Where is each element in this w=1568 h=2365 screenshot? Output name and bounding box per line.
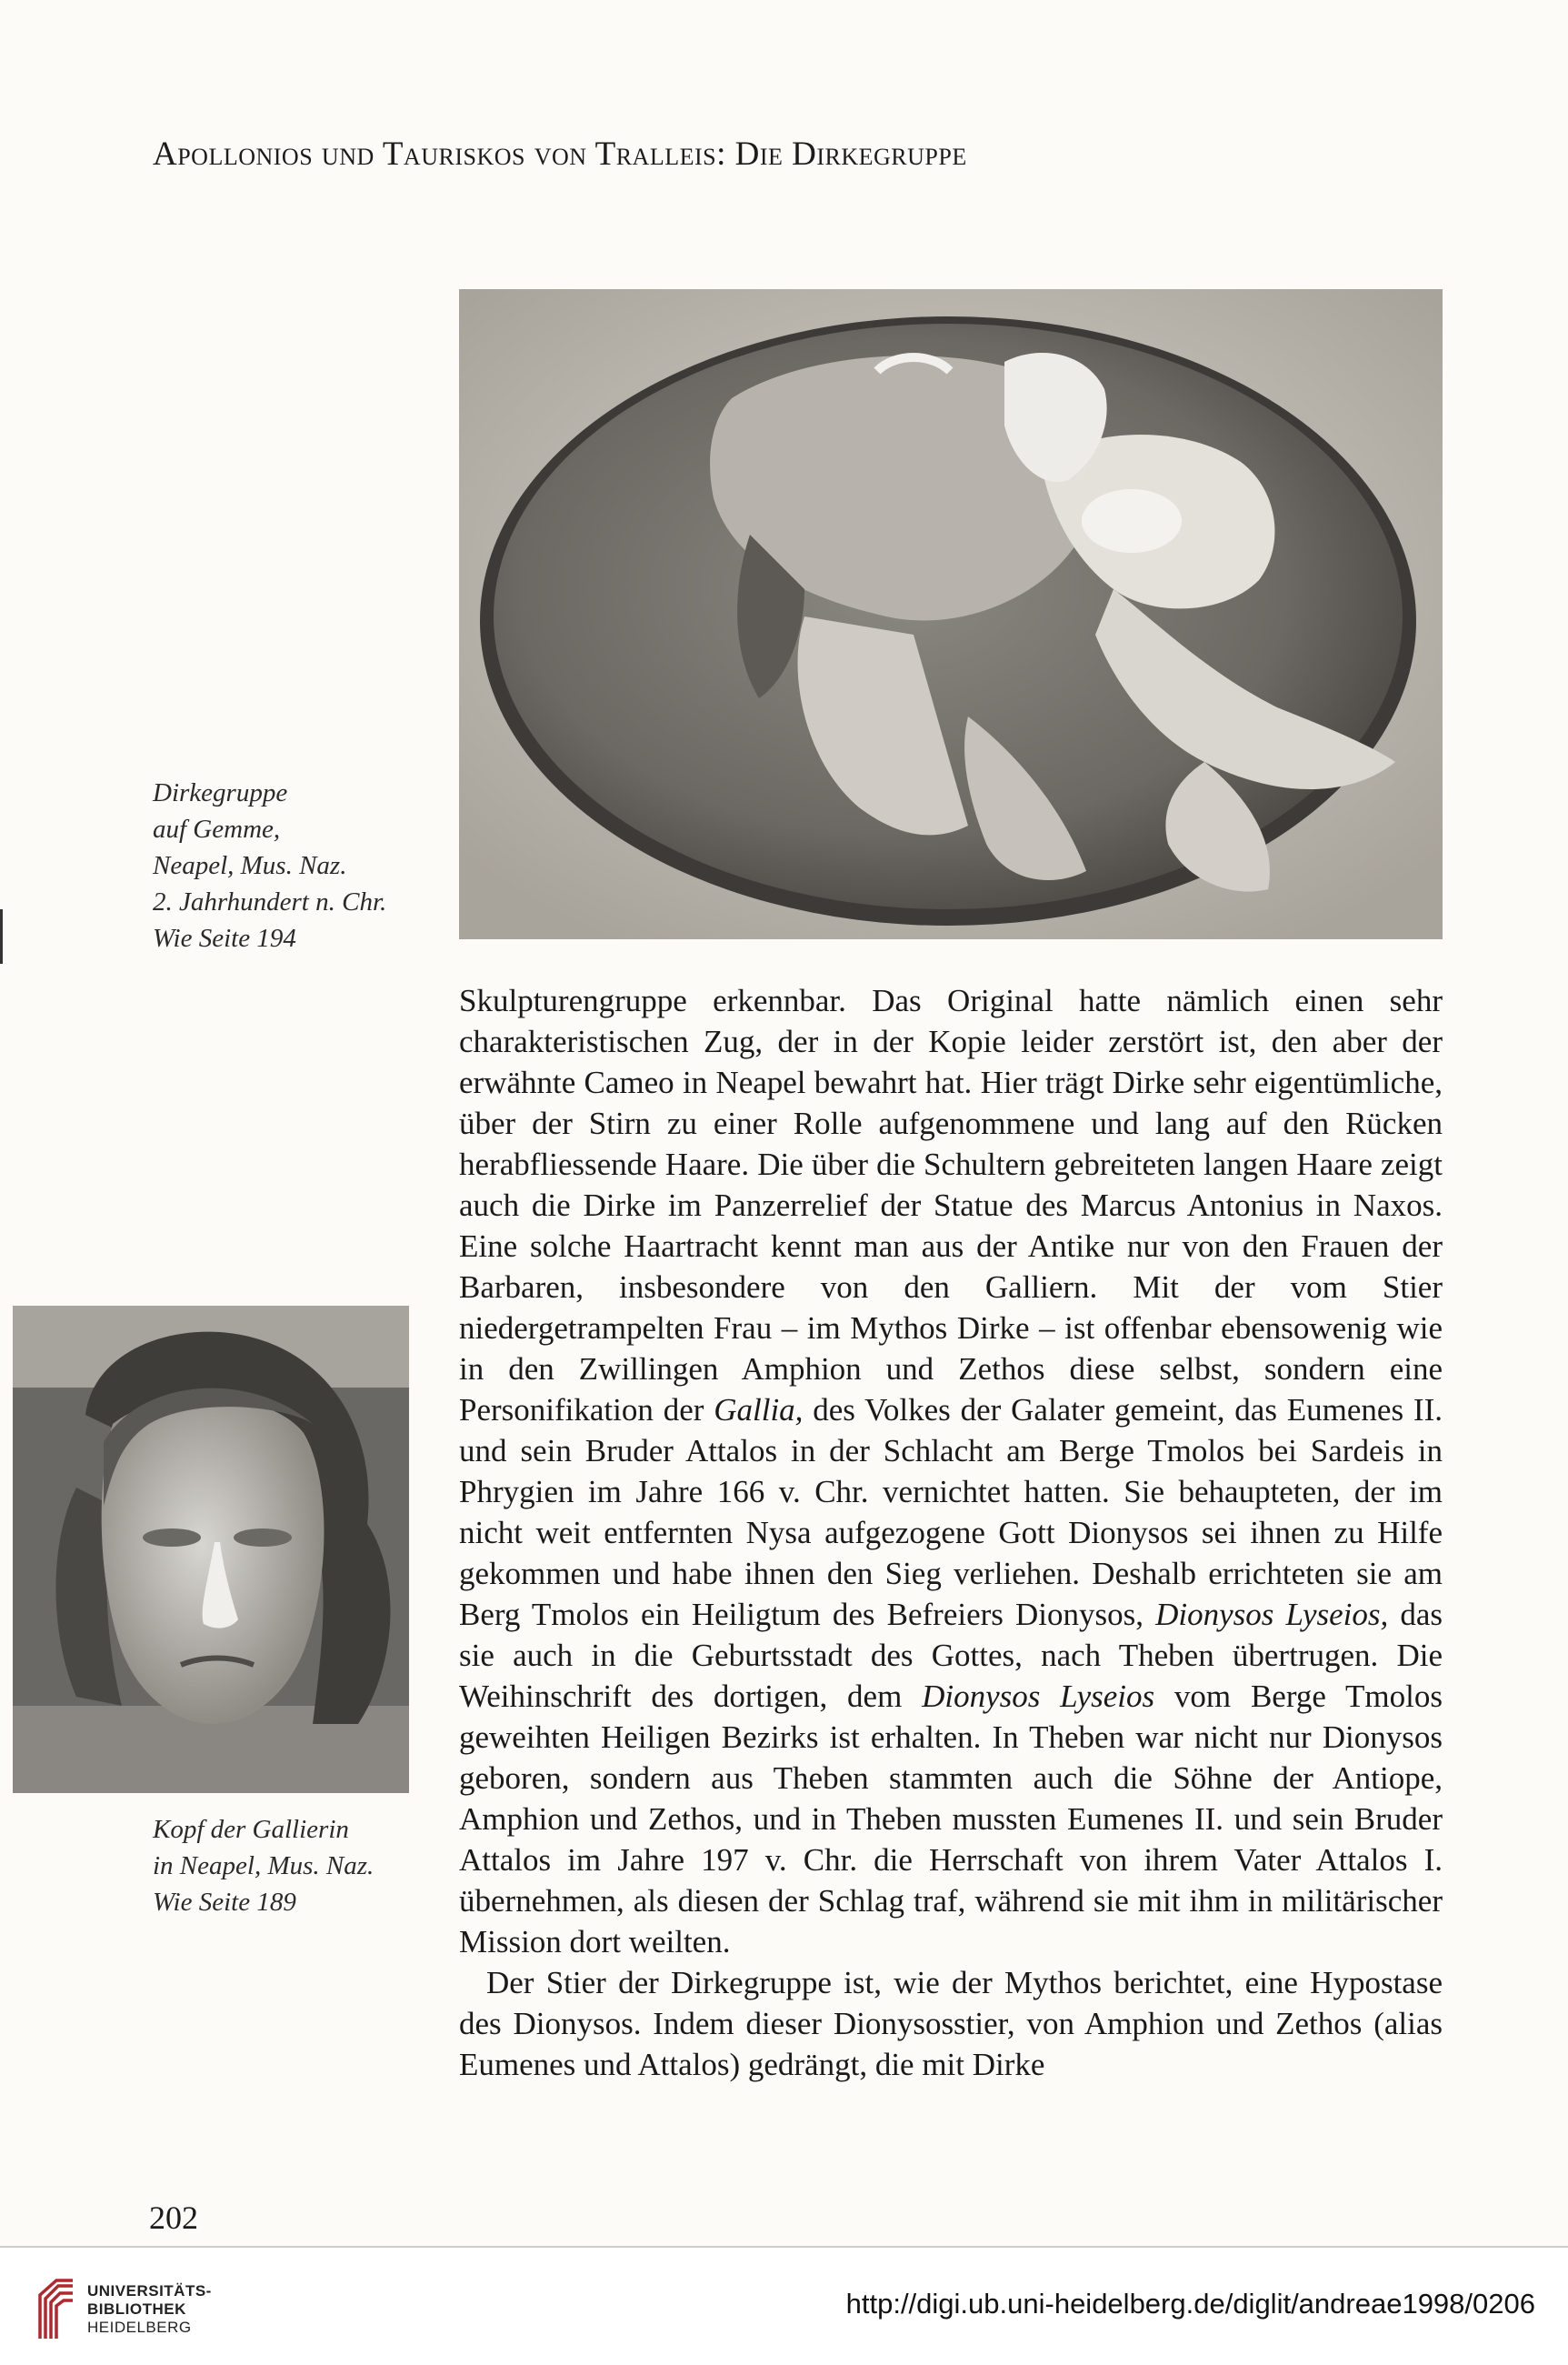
- scan-edge-mark: [0, 909, 3, 964]
- caption-cameo: [153, 775, 386, 957]
- caption-line: Kopf der Gallierin: [153, 1815, 349, 1844]
- library-name: UNIVERSITÄTS- BIBLIOTHEK HEIDELBERG: [87, 2282, 212, 2336]
- caption-line: Dirkegruppe: [153, 778, 288, 807]
- digitization-footer: [0, 2246, 1568, 2365]
- caption-gaul-head: [153, 1811, 374, 1920]
- page-number: 202: [149, 2200, 198, 2236]
- paragraph: Der Stier der Dirkegruppe ist, wie der Mythos berichtet, eine Hypostase des Dionysos. Indem dieser Dionysosstier, von Amphion und Zethos (alias Eumenes und Attalos) gedrängt, die mit Dirke: [459, 1965, 1443, 2082]
- italic-term: Dionysos Lyseios: [922, 1679, 1155, 1714]
- caption-line: Wie Seite 189: [153, 1888, 296, 1917]
- caption-line: 2. Jahrhundert n. Chr.: [153, 887, 387, 917]
- paragraph: Skulpturengruppe erkennbar. Das Original hatte nämlich einen sehr charakteristischen Zug, der in der Kopie leider zerstört ist, den aber der erwähnte Cameo in Neapel bewahrt hat. Hier trägt Dirke sehr eigentümliche, über der Stirn zu einer Rolle aufgenommene und lang auf den Rücken herabfliessende Haare. Die über die Schultern gebreiteten langen Haare zeigt auch die Dirke im Panzerrelief der Statue des Marcus Antonius in Naxos. Eine solche Haartracht kennt man aus der Antike nur von den Frauen der Barbaren, insbesondere von den Galliern. Mit der vom Stier niedergetrampelten Frau – im Mythos Dirke – ist offenbar ebensowenig wie in den Zwillingen Amphion und Zethos diese selbst, sondern eine Personifikation der Gallia, des Volkes der Galater gemeint, das Eumenes II. und sein Bruder Attalos in der Schlacht am Berge Tmolos bei Sardeis in Phrygien im Jahre 166 v. Chr. vernichtet hatten. Sie behaupteten, der im nicht weit entfernten Nysa aufgezogene Gott Dionysos sei ihnen zu Hilfe gekommen und habe ihnen den Sieg verliehen. Deshalb errichteten sie am Berg Tmolos ein Heiligtum des Befreiers Dionysos, Dionysos Lyseios, das sie auch in die Geburtsstadt des Gottes, nach Theben übertrugen. Die Weihinschrift des dortigen, dem Dionysos Lyseios vom Berge Tmolos geweihten Heiligen Bezirks ist erhalten. In Theben war nicht nur Dionysos geboren, sondern aus Theben stammten auch die Söhne der Antiope, Amphion und Zethos, und in Theben mussten Eumenes II. und sein Bruder Attalos im Jahre 197 v. Chr. die Herrschaft von ihrem Vater Attalos I. übernehmen, als diesen der Schlag traf, während sie mit ihm in militärischer Mission dort weilten.: [459, 983, 1443, 1959]
- body-text: [459, 980, 1443, 2085]
- caption-line: in Neapel, Mus. Naz.: [153, 1851, 375, 1880]
- permalink-url[interactable]: http://digi.ub.uni-heidelberg.de/diglit/andreae1998/0206: [845, 2288, 1535, 2320]
- running-head: Apollonios und Tauriskos von Tralleis: Die Dirkegruppe: [153, 135, 967, 173]
- caption-line: Neapel, Mus. Naz.: [153, 851, 347, 880]
- cameo-photograph: [459, 289, 1443, 939]
- italic-term: Dionysos Lyseios,: [1155, 1597, 1389, 1632]
- cameo-image: [459, 289, 1443, 939]
- library-logo-icon: [36, 2277, 76, 2342]
- gaul-head-image: [13, 1306, 409, 1793]
- caption-line: auf Gemme,: [153, 815, 281, 844]
- gaul-head-photograph: [13, 1306, 409, 1793]
- italic-term: Gallia,: [714, 1392, 804, 1428]
- caption-line: Wie Seite 194: [153, 924, 296, 953]
